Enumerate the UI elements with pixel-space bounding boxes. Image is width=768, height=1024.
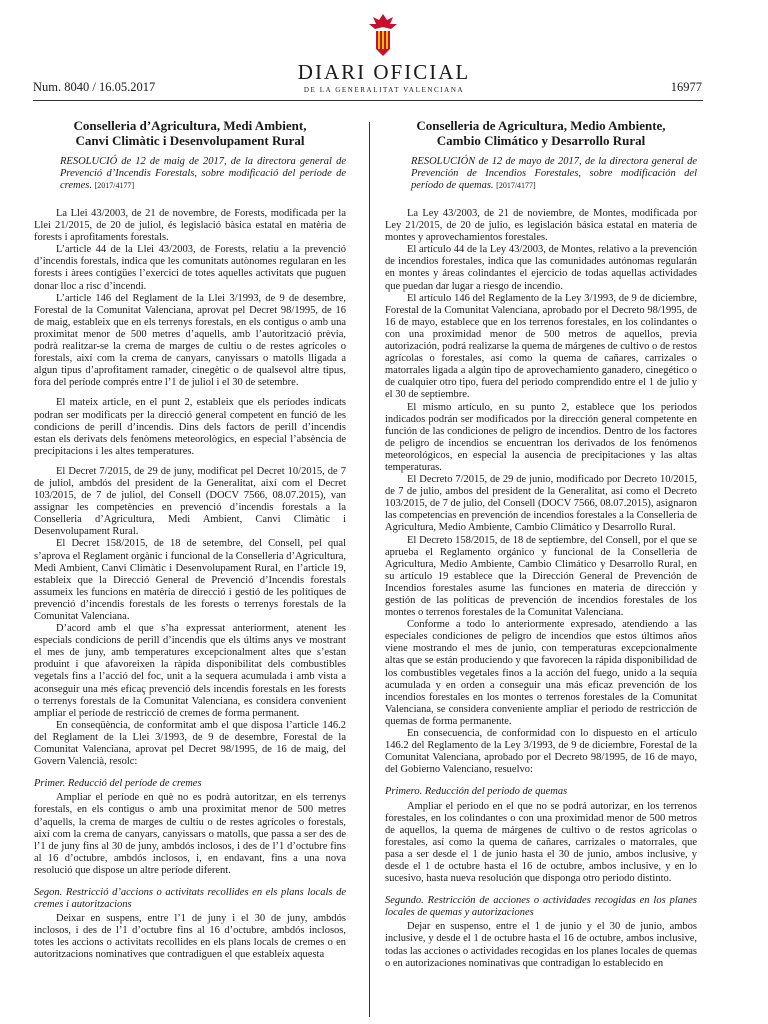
paragraph: La Ley 43/2003, de 21 de noviembre, de Montes, modificada por Ley 21/2015, de 20 de julio, es legislación básica estatal en materia de montes y aprovechamientos forestales.	[385, 208, 697, 244]
bulletin-title: DIARI OFICIAL	[297, 60, 471, 84]
masthead	[0, 0, 768, 100]
header-rule	[33, 100, 703, 101]
column-divider	[369, 122, 370, 1017]
resolution-reference: [2017/4177]	[94, 181, 135, 190]
paragraph: En conseqüència, de conformitat amb el que disposa l’article 146.2 del Reglament de la Llei 3/1993, de 9 de desembre, Forestal de la Comunitat Valenciana, aprovat pel Decret 98/1995, de 16 de maig, del Govern Valencià, resolc:	[34, 719, 346, 768]
paragraph: El Decret 158/2015, de 18 de setembre, del Consell, pel qual s’aprova el Reglament orgànic i funcional de la Conselleria d’Agricultura, Medi Ambient, Canvi Climàtic i Desenvolupament Rural, en l’article 19, estableix que la Direcció General de Prevenció d’Incendis forestals assumeix les funcions en matèria de direcció i gestió de les polítiques de prevenció d’incendis forestals de les forests o terrenys forestals de la Comunitat Valenciana.	[34, 538, 346, 622]
ministry-heading	[34, 118, 346, 148]
spanish-column	[385, 118, 697, 970]
ministry-heading	[385, 118, 697, 148]
section-heading: Segundo. Restricción de acciones o actividades recogidas en los planes locales de quemas y autorizaciones	[385, 895, 697, 919]
paragraph: El artículo 146 del Reglamento de la Ley 3/1993, de 9 de diciembre, Forestal de la Comunitat Valenciana, aprobado por el Decreto 98/1995, de 16 de mayo, establece que en los terrenos forestales, en los colindantes o con una proximidad menor de 500 metros de aquellos, previa autorización, podrá realizarse la quema de márgenes de cultivo o de restos agrícolas o forestales, así como la quema de cañares, carrizales o matorrales ligada a algún tipo de aprovechamiento ganadero, cinegético o de cualquier otro tipo, fuera del periodo comprendido entre el 1 de julio y el 30 de septiembre.	[385, 292, 697, 401]
bulletin-subtitle: DE LA GENERALITAT VALENCIANA	[303, 86, 465, 94]
paragraph: El Decreto 7/2015, de 29 de junio, modificado por Decreto 10/2015, de 7 de julio, ambos del president de la Generalitat, así como el Decreto 103/2015, de 7 de julio, del Consell (DOCV 7566, 08.07.2015), asignaron las competencias en prevención de incendios forestales a la Conselleria de Agricultura, Medio Ambiente, Cambio Climático y Desarrollo Rural.	[385, 474, 697, 534]
paragraph: La Llei 43/2003, de 21 de novembre, de Forests, modificada per la Llei 21/2015, de 20 de juliol, és legislació bàsica estatal en matèria de forests i aprofitaments forestals.	[34, 208, 346, 244]
section-heading: Primero. Reducción del periodo de quemas	[385, 786, 568, 798]
paragraph: D’acord amb el que s’ha expressat anteriorment, atenent les especials condicions de perill d’incendis que els últims anys ve mostrant el mes de juny, amb temperatures excepcionalment altes que s’estan produint i que afavoreixen la ràpida disponibilitat dels combustibles vegetals fins a l’acció del foc, unit a la sequera acumulada i amb vista a aconseguir una més eficaç prevenció dels incendis forestals en les forests o terrenys forestals de la Comunitat Valenciana, es considera convenient ampliar el període de restricció de cremes de forma permanent.	[34, 623, 346, 719]
resolution-reference: [2017/4177]	[496, 181, 536, 190]
resolution-text: RESOLUCIÓ de 12 de maig de 2017, de la directora general de Prevenció d’Incendis Forestals, sobre modificació del període de cremes.	[60, 156, 346, 191]
paragraph: L’article 44 de la Llei 43/2003, de Forests, relatiu a la prevenció d’incendis forestals, indica que les comunitats autònomes regularan en les forests i àrees contigües l’exercici de totes aquelles activitats que puguen donar lloc a risc d’incendi.	[34, 244, 346, 292]
paragraph: L’article 146 del Reglament de la Llei 3/1993, de 9 de desembre, Forestal de la Comunitat Valenciana, aprovat pel Decret 98/1995, de 16 de maig, estableix que en els terrenys forestals, en els contigus o amb una proximitat menor de 500 metres d’aquells, amb l’autorització prèvia, podrà realitzar-se la crema de marges de cultiu o de restes agrícoles o forestals, així com la crema de canyars, canyissars o matolls lligada a algun tipus d’aprofitament ramader, cinegètic o de qualsevol altre tipus, fora del període comprés entre l’1 de juliol i el 30 de setembre.	[34, 292, 346, 389]
paragraph: Dejar en suspenso, entre el 1 de junio y el 30 de junio, ambos inclusive, y desde el 1 de octubre hasta el 16 de octubre, ambos inclusive, todas las acciones o actividades recogidas en los planes locales de quemas o en autorizaciones nominativas que contradigan lo establecido en	[385, 921, 697, 969]
paragraph: Ampliar el periodo en el que no se podrá autorizar, en los terrenos forestales, en los colindantes o con una proximidad menor de 500 metros de aquellos, la quema de márgenes de cultivo o de restos agrícolas o forestales, así como la quema de cañares, carrizales o matorrales, que pasa a ser desde el 1 de junio hasta el 30 de junio, ambos inclusive, y desde el 1 de octubre hasta el 16 de octubre, ambos inclusive, y en lo sucesivo, hasta nueva resolución que disponga otro periodo distinto.	[385, 800, 697, 885]
paragraph: Conforme a todo lo anteriormente expresado, atendiendo a las especiales condiciones de peligro de incendios que estos últimos años viene mostrando el mes de junio, con temperaturas excepcionalmente altas que se están produciendo y que favorecen la rápida disponibilidad de los combustibles vegetales finos a la acción del fuego, unido a la sequía acumulada y en orden a conseguir una más eficaz prevención de los incendios forestales en los montes o terrenos forestales de la Comunitat Valenciana, se considera conveniente ampliar el periodo de restricción de quemas de forma permanente.	[385, 619, 697, 727]
resolution-title	[411, 156, 697, 192]
paragraph: El mateix article, en el punt 2, estableix que els períodes indicats podran ser modificats per la direcció general competent en funció de les condicions de perill d’incendis. Dins dels factors de perill d’incendis estan els derivats dels fenòmens meteorològics, en especial l’absència de precipitacions i les altes temperatures.	[34, 397, 346, 457]
paragraph: Deixar en suspens, entre l’1 de juny i el 30 de juny, ambdós inclosos, i des de l’1 d’octubre fins al 16 d’octubre, ambdós inclosos, totes les accions o activitats recollides en els plans locals de cremes o en autoritzacions nominatives que contradiguen el que estableix aquesta	[34, 913, 346, 961]
section-heading: Primer. Reducció del període de cremes	[34, 778, 202, 790]
paragraph: En consecuencia, de conformidad con lo dispuesto en el artículo 146.2 del Reglamento de la Ley 3/1993, de 9 de diciembre, Forestal de la Comunitat Valenciana, aprobado por el Decreto 98/1995, de 16 de mayo, del Gobierno Valenciano, resuelvo:	[385, 728, 697, 776]
section-heading: Segon. Restricció d’accions o activitats recollides en els plans locals de cremes i autoritzacions	[34, 886, 346, 911]
valencian-column	[34, 118, 346, 962]
ministry-heading-line-1: Conselleria d’Agricultura, Medi Ambient,	[73, 118, 307, 133]
generalitat-bat-logo-icon	[366, 12, 400, 58]
bulletin-number: Num. 8040 / 16.05.2017	[33, 80, 156, 94]
ministry-heading-line-2: Cambio Climático y Desarrollo Rural	[436, 133, 646, 148]
resolution-title	[60, 156, 346, 192]
paragraph: Ampliar el període en què no es podrà autoritzar, en els terrenys forestals, en els contigus o amb una proximitat menor de 500 metres d’aquells, la crema de marges de cultiu o de restes agrícoles o forestals, així com la crema de canyars, canyissars o matolls, que passa a ser des de l’1 de juny fins al 30 de juny, ambdós inclosos, i des de l’1 d’octubre fins al 16 d’octubre, ambdós inclosos, i, en endavant, fins a una nova resolució que dispose un altre període diferent.	[34, 792, 346, 876]
resolution-text: RESOLUCIÓN de 12 de mayo de 2017, de la directora general de Prevención de Incendios Forestales, sobre modificación del período de quemas.	[411, 156, 697, 191]
paragraph: El mismo artículo, en su punto 2, establece que los periodos indicados podrán ser modificados por la dirección general competente en función de las condiciones de peligro de incendios. Dentro de los factores de peligro de incendios se encuentran los derivados de los fenómenos meteorológicos, en especial la ausencia de precipitaciones y las altas temperaturas.	[385, 401, 697, 473]
paragraph: El Decret 7/2015, de 29 de juny, modificat pel Decret 10/2015, de 7 de juliol, ambdós del president de la Generalitat, així com el Decret 103/2015, de 7 de juliol, del Consell (DOCV 7566, 08.07.2015), van assignar les competències en prevenció d’incendis forestals a la Conselleria d’Agricultura, Medi Ambient, Canvi Climàtic i Desenvolupament Rural.	[34, 465, 346, 538]
page-number: 16977	[670, 80, 702, 94]
paragraph: El artículo 44 de la Ley 43/2003, de Montes, relativo a la prevención de incendios forestales, indica que las comunidades autónomas regularán en montes y áreas colindantes el ejercicio de todas aquellas actividades que puedan dar lugar a riesgo de incendio.	[385, 244, 697, 292]
ministry-heading-line-1: Conselleria de Agricultura, Medio Ambiente,	[416, 118, 666, 133]
ministry-heading-line-2: Canvi Climàtic i Desenvolupament Rural	[75, 133, 305, 148]
paragraph: El Decreto 158/2015, de 18 de septiembre, del Consell, por el que se aprueba el Reglamento orgánico y funcional de la Conselleria de Agricultura, Medio Ambiente, Cambio Climático y Desarrollo Rural, en su artículo 19 establece que la Dirección General de Prevención de Incendios forestales asume las funciones en materia de dirección y gestión de las políticas de prevención de incendios forestales de los montes o terrenos forestales de la Comunitat Valenciana.	[385, 534, 697, 619]
